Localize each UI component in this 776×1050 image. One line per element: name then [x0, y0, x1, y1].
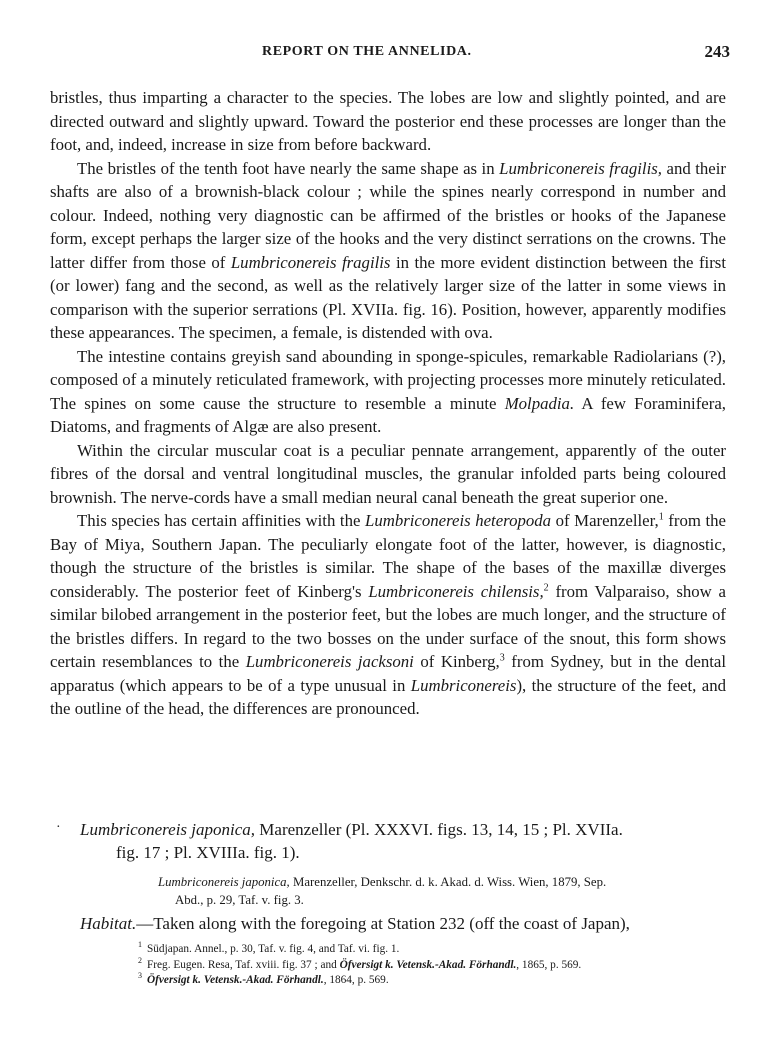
footnote-ref-3: 3 — [499, 652, 505, 664]
genus-name-italic: Molpadia. — [504, 393, 575, 413]
habitat-text: —Taken along with the foregoing at Station 232 (off the coast of Japan), — [136, 914, 630, 933]
habitat-label: Habitat. — [80, 914, 137, 933]
footnote-mark: 2 — [138, 955, 142, 965]
synonymy-name: Lumbriconereis japonica, — [158, 875, 290, 889]
footnote-text: , 1864, p. 569. — [323, 974, 389, 986]
footnote-mark: 3 — [138, 971, 142, 981]
paragraph-2-text-c: in the more evident distinction between the first (or lower) fang and the second, as well as the relatively larger size of the latter in some views in comparison with the superior serrations (Pl. XVIIa. fig. 16). Position, however, apparently modifies these appearances. The specimen, a female, is distended with ova. — [50, 252, 726, 342]
paragraph-3 — [50, 345, 726, 439]
paragraph-5-text-a: This species has certain affinities with the — [77, 511, 365, 530]
species-name-italic: Lumbriconereis fragilis — [230, 252, 391, 272]
paragraph-1 — [50, 86, 726, 157]
paragraph-4 — [50, 439, 726, 510]
footnote-text: Südjapan. Annel., p. 30, Taf. v. fig. 4, and Taf. vi. fig. 1. — [147, 943, 400, 955]
paragraph-4-text: Within the circular muscular coat is a peculiar pennate arrangement, apparently of the outer fibres of the dorsal and ventral longitudinal muscles, the granular infolded parts being coloured brownish. The nerve-cords have a small median neural canal beneath the great superior one. — [50, 440, 726, 507]
running-header — [0, 44, 776, 68]
margin-mark: · — [56, 820, 61, 835]
footnote-1 — [138, 942, 738, 958]
footnote-text: Freg. Eugen. Resa, Taf. xviii. fig. 37 ; and — [147, 958, 340, 971]
paragraph-5-text-g: ), the structure of the feet, and the outline of the head, the differences are pronounced. — [50, 675, 726, 718]
habitat-line — [80, 912, 728, 936]
body-text — [50, 86, 726, 721]
paragraph-5-text-d: from Valparaiso, show a similar bilobed arrangement in the posterior feet, but the lobes are much longer, and the structure of the bristles differs. In regard to the two bosses on the under surface of the snout, this form shows certain resemblances to the — [50, 581, 726, 671]
footnote-ref-1: 1 — [658, 511, 664, 523]
footnote-journal-italic: Öfversigt k. Vetensk.-Akad. Förhandl. — [339, 958, 517, 971]
page-number: 243 — [704, 42, 730, 61]
footnote-journal-italic: Öfversigt k. Vetensk.-Akad. Förhandl. — [147, 974, 324, 986]
footnote-ref-2: 2 — [543, 581, 549, 593]
synonymy-line-2: Abd., p. 29, Taf. v. fig. 3. — [175, 893, 304, 907]
species-name-italic: Lumbriconereis chilensis, — [368, 581, 544, 601]
footnote-text: , 1865, p. 569. — [516, 958, 582, 971]
running-title: REPORT ON THE ANNELIDA. — [262, 44, 472, 59]
footnote-3 — [138, 973, 738, 989]
species-heading-line-1 — [80, 818, 730, 841]
species-name-italic: Lumbriconereis jacksoni — [245, 652, 414, 671]
footnote-mark: 1 — [138, 940, 142, 950]
genus-name-italic: Lumbriconereis — [410, 675, 517, 695]
paragraph-2 — [50, 157, 726, 345]
species-heading-name: Lumbriconereis japonica, — [80, 820, 256, 839]
species-heading-refs: Marenzeller (Pl. XXXVI. figs. 13, 14, 15 ; Pl. XVIIa. — [255, 820, 623, 839]
paragraph-5-text-e: of Kinberg, — [413, 652, 500, 671]
species-name-italic: Lumbriconereis fragilis, — [499, 158, 662, 178]
paragraph-2-text-b: and their shafts are also of a brownish-black colour ; while the spines nearly correspond in number and colour. Indeed, nothing very diagnostic can be affirmed of the bristles or hooks of the Japanese form, except perhaps the larger size of the hooks and the very distinct serrations on the crowns. The latter differ from those of — [50, 158, 726, 272]
footnotes — [138, 942, 738, 989]
species-heading — [56, 818, 730, 864]
paragraph-5-text-b: of Marenzeller, — [551, 511, 659, 530]
synonymy-citation — [158, 873, 728, 909]
paragraph-2-text-a: The bristles of the tenth foot have nearly the same shape as in — [77, 158, 500, 178]
species-name-italic: Lumbriconereis heteropoda — [364, 511, 552, 530]
paragraph-1-text: bristles, thus imparting a character to the species. The lobes are low and slightly pointed, and are directed outward and slightly upward. Toward the posterior end these processes are longer than the foot, and, indeed, increase in size from before backward. — [50, 88, 726, 154]
paragraph-3-text-a: The intestine contains greyish sand abounding in sponge-spicules, remarkable Radiolarians (?), composed of a minutely reticulated framework, with projecting processes more minutely reticulated. The spines on some cause the structure to resemble a minute — [50, 346, 726, 413]
paragraph-3-text-b: A few Foraminifera, Diatoms, and fragments of Algæ are also present. — [50, 393, 726, 436]
footnote-2 — [138, 955, 738, 974]
paragraph-5-text-c: from the Bay of Miya, Southern Japan. The peculiarly elongate foot of the latter, however, is diagnostic, though the structure of the bristles is similar. The shape of the bases of the maxillæ diverges considerably. The posterior feet of Kinberg's — [50, 511, 726, 601]
paragraph-5 — [50, 509, 726, 721]
synonymy-line-1 — [158, 873, 728, 891]
synonymy-ref: Marenzeller, Denkschr. d. k. Akad. d. Wiss. Wien, 1879, Sep. — [289, 875, 607, 889]
paragraph-5-text-f: from Sydney, but in the dental apparatus (which appears to be of a type unusual in — [50, 652, 726, 695]
species-heading-line-2: fig. 17 ; Pl. XVIIIa. fig. 1). — [116, 843, 300, 862]
